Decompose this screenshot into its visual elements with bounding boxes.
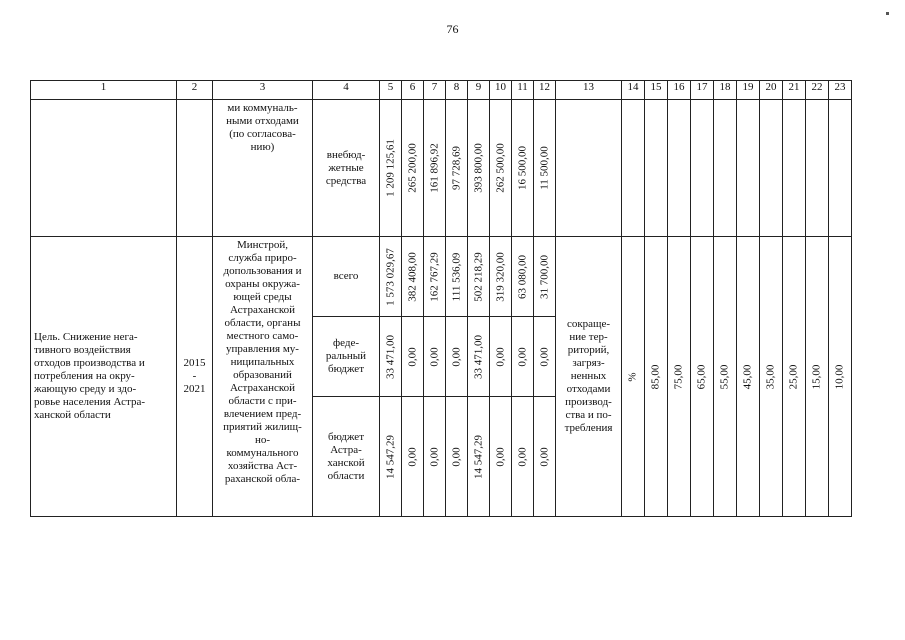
- header-cell-7: 7: [424, 81, 446, 100]
- target-empty: [760, 100, 783, 237]
- amount-cell: [490, 237, 512, 317]
- amount-cell-text: 161 896,92: [428, 143, 440, 193]
- header-cell-11: 11: [512, 81, 534, 100]
- target-value-text: 55,00: [718, 364, 731, 389]
- amount-cell-text: 0,00: [450, 446, 462, 467]
- header-cell-23: 23: [829, 81, 852, 100]
- amount-cell: [402, 237, 424, 317]
- amount-cell: [446, 317, 468, 397]
- header-cell-22: 22: [806, 81, 829, 100]
- amount-cell-text: 0,00: [428, 446, 440, 467]
- amount-cell-text: 0,00: [538, 446, 550, 467]
- target-empty: [737, 100, 760, 237]
- header-cell-6: 6: [402, 81, 424, 100]
- amount-cell: [402, 317, 424, 397]
- amount-cell: [468, 397, 490, 517]
- amount-cell-text: 11 500,00: [538, 146, 550, 190]
- amount-cell: [446, 397, 468, 517]
- target-empty: [783, 100, 806, 237]
- header-cell-14: 14: [622, 81, 645, 100]
- header-cell-4: 4: [313, 81, 380, 100]
- amount-cell-text: 1 209 125,61: [384, 139, 396, 197]
- target-empty: [829, 100, 852, 237]
- amount-cell: [424, 397, 446, 517]
- col13-empty: [556, 100, 622, 237]
- executor: Минстрой, служба приро- допользования и охраны окружа- ющей среды Астраханской области, органы местного само- управления му- ниципальных образований Астраханской области с при- влечением пред- приятий жилищ- но- коммунального хозяйства Аст- раханской обла-: [213, 237, 313, 517]
- header-row: [31, 81, 852, 100]
- amount-cell-text: 0,00: [428, 346, 440, 367]
- target-empty: [691, 100, 714, 237]
- target-value: [645, 237, 668, 517]
- target-value-text: 25,00: [787, 364, 800, 389]
- header-cell-18: 18: [714, 81, 737, 100]
- target-empty: [806, 100, 829, 237]
- amount-cell-text: 0,00: [494, 446, 506, 467]
- amount-cell: [468, 237, 490, 317]
- amount-cell-text: 162 767,29: [428, 251, 440, 302]
- amount-cell: [446, 100, 468, 237]
- amount-cell-text: 0,00: [406, 446, 418, 467]
- amount-cell-text: 111 536,09: [450, 252, 462, 301]
- amount-cell: [380, 317, 402, 397]
- amount-cell: [380, 100, 402, 237]
- header-cell-1: 1: [31, 81, 177, 100]
- amount-cell-text: 262 500,00: [494, 143, 506, 193]
- funding-source: феде- ральный бюджет: [313, 317, 380, 397]
- amount-cell-text: 33 471,00: [472, 334, 484, 379]
- col2-empty: [177, 100, 213, 237]
- amount-cell-text: 382 408,00: [406, 251, 418, 302]
- header-cell-8: 8: [446, 81, 468, 100]
- amount-cell-text: 265 200,00: [406, 143, 418, 193]
- amount-cell-text: 14 547,29: [384, 434, 396, 479]
- target-value: [783, 237, 806, 517]
- amount-cell-text: 502 218,29: [472, 251, 484, 302]
- target-value-text: 85,00: [649, 364, 662, 389]
- header-cell-2: 2: [177, 81, 213, 100]
- header-cell-13: 13: [556, 81, 622, 100]
- header-cell-12: 12: [534, 81, 556, 100]
- target-value: [737, 237, 760, 517]
- amount-cell-text: 14 547,29: [472, 434, 484, 479]
- amount-cell-text: 0,00: [516, 346, 528, 367]
- target-empty: [622, 100, 645, 237]
- amount-cell: [380, 237, 402, 317]
- table-row: [31, 237, 852, 317]
- target-value-text: 10,00: [833, 364, 846, 389]
- header-cell-17: 17: [691, 81, 714, 100]
- period: 2015 - 2021: [177, 237, 213, 517]
- amount-cell: [424, 237, 446, 317]
- amount-cell: [446, 237, 468, 317]
- target-value: [829, 237, 852, 517]
- target-value: [691, 237, 714, 517]
- target-empty: [668, 100, 691, 237]
- header-cell-21: 21: [783, 81, 806, 100]
- indicator: сокраще- ние тер- риторий, загряз- ненных отходами производ- ства и по- требления: [556, 237, 622, 517]
- amount-cell: [512, 100, 534, 237]
- target-value: [714, 237, 737, 517]
- amount-cell: [424, 317, 446, 397]
- amount-cell-text: 63 080,00: [516, 254, 528, 299]
- funding-source: всего: [313, 237, 380, 317]
- header-cell-16: 16: [668, 81, 691, 100]
- table-row: [31, 100, 852, 237]
- funding-source: бюджет Астра- ханской области: [313, 397, 380, 517]
- amount-cell-text: 0,00: [516, 446, 528, 467]
- target-value-text: 15,00: [810, 364, 823, 389]
- program-table: [30, 80, 852, 517]
- header-cell-5: 5: [380, 81, 402, 100]
- scan-mark: [886, 12, 889, 15]
- amount-cell: [468, 317, 490, 397]
- page-number: 76: [446, 22, 459, 36]
- amount-cell: [534, 317, 556, 397]
- amount-cell-text: 31 700,00: [538, 254, 550, 299]
- amount-cell-text: 33 471,00: [384, 334, 396, 379]
- header-cell-3: 3: [213, 81, 313, 100]
- unit-cell-text: %: [626, 371, 639, 382]
- header-cell-10: 10: [490, 81, 512, 100]
- header-cell-15: 15: [645, 81, 668, 100]
- header-cell-20: 20: [760, 81, 783, 100]
- amount-cell: [424, 100, 446, 237]
- amount-cell: [402, 100, 424, 237]
- target-value-text: 35,00: [764, 364, 777, 389]
- funding-source: внебюд- жетные средства: [313, 100, 380, 237]
- unit-cell: [622, 237, 645, 517]
- amount-cell-text: 0,00: [538, 346, 550, 367]
- target-value-text: 65,00: [695, 364, 708, 389]
- target-value: [668, 237, 691, 517]
- target-value: [760, 237, 783, 517]
- amount-cell: [380, 397, 402, 517]
- target-value-text: 75,00: [672, 364, 685, 389]
- amount-cell: [512, 397, 534, 517]
- amount-cell: [534, 237, 556, 317]
- amount-cell: [512, 237, 534, 317]
- target-value: [806, 237, 829, 517]
- amount-cell-text: 393 800,00: [472, 143, 484, 193]
- amount-cell: [512, 317, 534, 397]
- amount-cell-text: 0,00: [450, 346, 462, 367]
- amount-cell: [490, 397, 512, 517]
- amount-cell-text: 97 728,69: [450, 146, 462, 190]
- target-empty: [714, 100, 737, 237]
- amount-cell-text: 0,00: [494, 346, 506, 367]
- amount-cell-text: 1 573 029,67: [384, 247, 396, 306]
- amount-cell-text: 16 500,00: [516, 146, 528, 190]
- amount-cell: [534, 100, 556, 237]
- amount-cell: [402, 397, 424, 517]
- amount-cell-text: 319 320,00: [494, 251, 506, 302]
- amount-cell: [490, 317, 512, 397]
- col1-empty: [31, 100, 177, 237]
- amount-cell-text: 0,00: [406, 346, 418, 367]
- amount-cell: [468, 100, 490, 237]
- target-empty: [645, 100, 668, 237]
- header-cell-19: 19: [737, 81, 760, 100]
- goal-title: Цель. Снижение нега- тивного воздействия отходов производства и потребления на окру- жающую среду и здо- ровье населения Астра- ханской области: [31, 237, 177, 517]
- executor-continued: ми коммуналь- ными отходами (по согласова- нию): [213, 100, 313, 237]
- target-value-text: 45,00: [741, 364, 754, 389]
- header-cell-9: 9: [468, 81, 490, 100]
- amount-cell: [490, 100, 512, 237]
- amount-cell: [534, 397, 556, 517]
